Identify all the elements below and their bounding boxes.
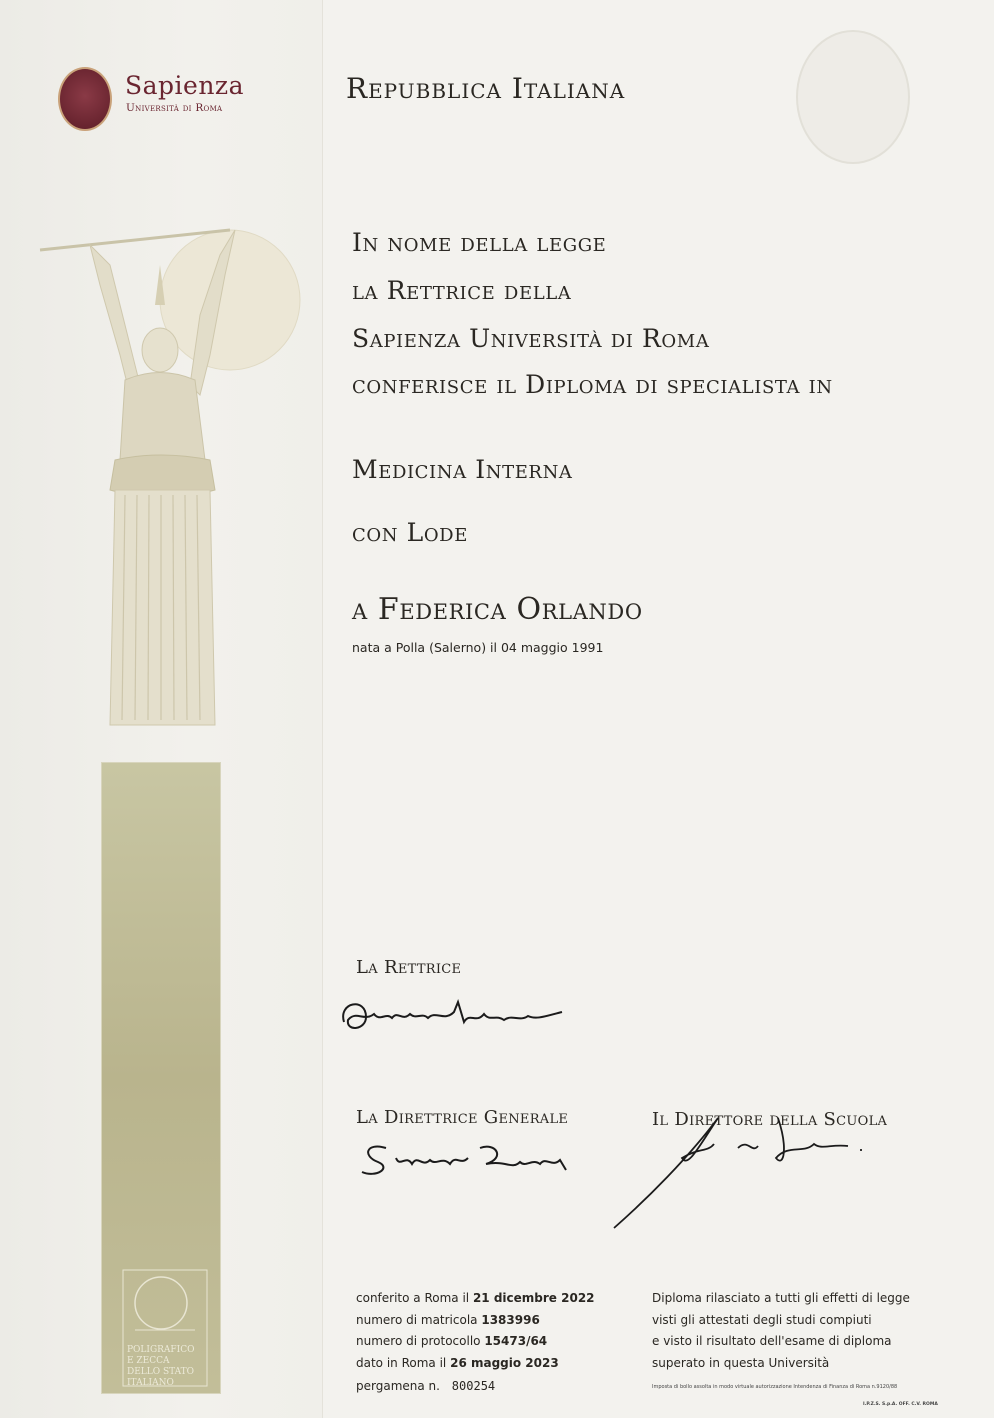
specialization-field: Medicina Interna: [352, 455, 573, 484]
intro-line-1: In nome della legge: [352, 228, 607, 257]
birth-info: nata a Polla (Salerno) il 04 maggio 1991: [352, 640, 604, 655]
university-subtitle: Università di Roma: [126, 102, 223, 114]
direttrice-label: La Direttrice Generale: [356, 1107, 569, 1128]
document-title: Repubblica Italiana: [346, 72, 626, 105]
printer-mark-line-3: DELLO STATO: [127, 1367, 195, 1377]
diploma-details: [356, 1288, 595, 1398]
direttore-label: Il Direttore della Scuola: [652, 1109, 888, 1130]
rettrice-signature: [336, 992, 576, 1042]
protocollo-value: 15473/64: [484, 1334, 548, 1348]
legal-line-2: visti gli attestati degli studi compiuti: [652, 1312, 872, 1327]
matricola-label: numero di matricola: [356, 1312, 478, 1327]
printer-mark-line-4: ITALIANO: [127, 1378, 174, 1388]
stamp-duty-note: Imposta di bollo assolta in modo virtuale autorizzazione Intendenza di Finanza di Roma n.9120/88: [652, 1384, 898, 1390]
sapienza-seal-icon: [58, 67, 112, 131]
dated-row: [356, 1353, 595, 1375]
legal-line-3: e visto il risultato dell'esame di diploma: [652, 1334, 892, 1348]
printer-note: I.P.Z.S. S.p.A. OFF. C.V. ROMA: [863, 1402, 938, 1407]
intro-line-4: conferisce il Diploma di specialista in: [352, 370, 833, 399]
intro-line-2: la Rettrice della: [352, 276, 572, 305]
matricola-value: 1383996: [481, 1312, 540, 1327]
recipient-name: Federica Orlando: [377, 592, 643, 627]
dated-value: 26 maggio 2023: [450, 1355, 559, 1370]
embossed-seal-icon: [796, 30, 910, 164]
recipient-prefix: a: [352, 592, 368, 627]
intro-line-3: Sapienza Università di Roma: [352, 324, 710, 353]
pergamena-label: pergamena n.: [356, 1379, 440, 1393]
pergamena-value: 800254: [451, 1379, 496, 1393]
protocollo-label: numero di protocollo: [356, 1334, 481, 1348]
statue-illustration: [30, 205, 305, 745]
printer-mark-line-2: E ZECCA: [127, 1356, 170, 1366]
conferred-label: conferito a Roma il: [356, 1291, 470, 1305]
dated-label: dato in Roma il: [356, 1355, 447, 1370]
legal-line-4: superato in questa Università: [652, 1355, 830, 1370]
rettrice-label: La Rettrice: [356, 957, 462, 978]
protocollo-row: [356, 1331, 595, 1353]
pergamena-row: [356, 1376, 595, 1398]
poligrafico-logo: [121, 1268, 209, 1388]
legal-statement: [652, 1288, 910, 1374]
university-name: Sapienza: [125, 71, 245, 100]
legal-line-1: Diploma rilasciato a tutti gli effetti di legge: [652, 1291, 910, 1305]
recipient: [352, 592, 643, 627]
direttore-signature: [608, 1088, 878, 1238]
honor: con Lode: [352, 518, 468, 547]
printer-mark-line-1: POLIGRAFICO: [127, 1345, 195, 1355]
matricola-row: [356, 1310, 595, 1332]
direttrice-signature: [356, 1134, 576, 1184]
conferred-date: 21 dicembre 2022: [472, 1291, 595, 1305]
conferred-row: [356, 1288, 595, 1310]
